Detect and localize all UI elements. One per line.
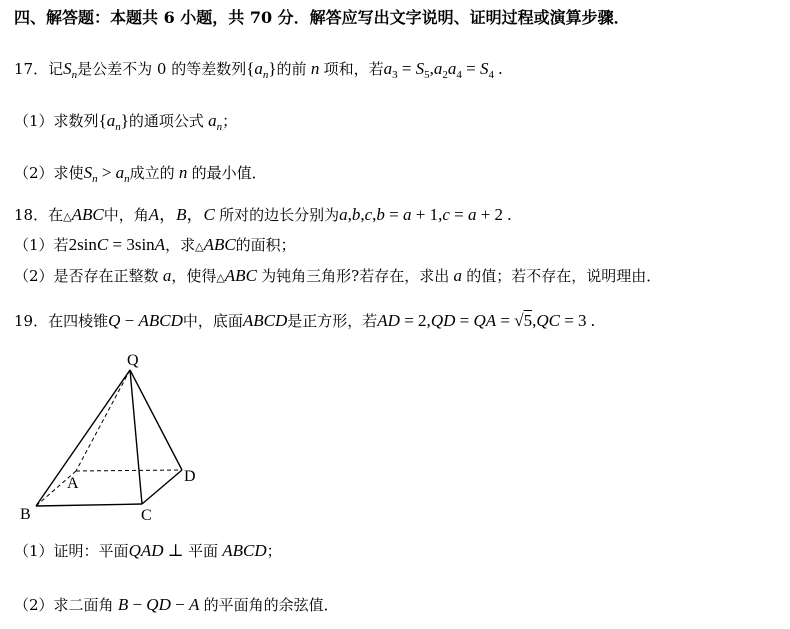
question-19-part-2: （2）求二面角 B − QD − A 的平面角的余弦值． bbox=[14, 595, 339, 614]
question-18-part-2: （2）是否存在正整数 a，使得△ABC 为钝角三角形?若存在，求出 a 的值；若不存在，说明理由． bbox=[14, 266, 662, 285]
question-17-part-1: （1）求数列$\{a_n\}$的通项公式 $a_n$； bbox=[14, 111, 238, 133]
math-condition-19: AD = 2,QD = QA = √5,QC = 3 . bbox=[377, 311, 596, 330]
math-seq-an: $\{a_n\}$ bbox=[246, 59, 277, 81]
edge-QB bbox=[36, 370, 130, 506]
q17-number: 17． bbox=[14, 60, 49, 78]
question-19-stem: 19．在四棱锥Q − ABCD中，底面ABCD是正方形，若AD = 2,QD = QA = √5,QC = 3 . bbox=[14, 311, 596, 330]
label-C: C bbox=[141, 507, 152, 523]
label-A: A bbox=[67, 475, 79, 492]
edge-AD-hidden bbox=[76, 470, 182, 471]
math-inequality-17: $S_n > a_n$ bbox=[83, 163, 130, 185]
section-title: 四、解答题：本题共 6 小题，共 70 分．解答应写出文字说明、证明过程或演算步骤． bbox=[14, 8, 630, 27]
math-sine-condition: 2sinC = 3sinA bbox=[68, 235, 166, 254]
edge-BC bbox=[36, 504, 142, 506]
question-18-stem: 18．在△ABC中，角A，B，C 所对的边长分别为a,b,c,b = a + 1,c = a + 2 . bbox=[14, 205, 512, 224]
math-dihedral: B − QD − A bbox=[117, 595, 200, 614]
question-17-part-2: （2）求使$S_n > a_n$成立的 n 的最小值． bbox=[14, 163, 267, 185]
edge-QA-hidden bbox=[76, 370, 130, 471]
question-18-part-1: （1）若2sinC = 3sinA，求△ABC的面积； bbox=[14, 235, 296, 254]
math-condition-17: $a_3 = S_5,a_2a_4 = S_4$ . bbox=[383, 59, 503, 81]
pyramid-figure bbox=[14, 348, 214, 523]
label-D: D bbox=[184, 468, 196, 485]
section-heading bbox=[14, 7, 630, 29]
q18-number: 18． bbox=[14, 206, 49, 224]
label-B: B bbox=[20, 506, 31, 523]
label-Q: Q bbox=[127, 352, 139, 369]
math-Sn: $S_n$ bbox=[63, 59, 78, 81]
math-condition-18: a,b,c,b = a + 1,c = a + 2 . bbox=[339, 205, 512, 224]
question-19-part-1: （1）证明：平面QAD ⊥ 平面 ABCD； bbox=[14, 541, 282, 560]
question-17-stem: 17．记$S_n$是公差不为 0 的等差数列$\{a_n\}$的前 n 项和，若$a_3 = S_5,a_2a_4 = S_4$ . bbox=[14, 59, 503, 81]
edge-CD bbox=[142, 470, 182, 504]
q19-number: 19． bbox=[14, 312, 49, 330]
